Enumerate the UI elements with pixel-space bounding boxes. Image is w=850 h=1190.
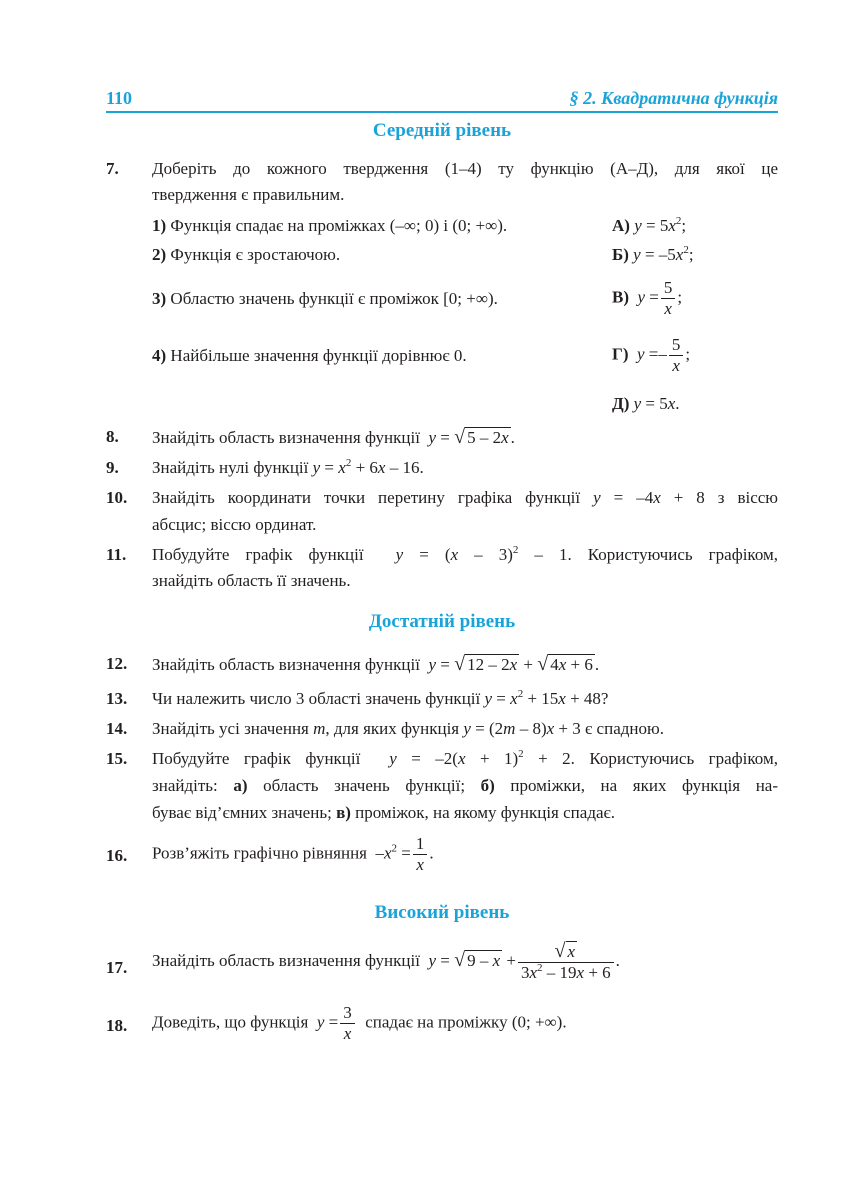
- problem-number: 9.: [106, 458, 119, 477]
- problem-15-text: Побудуйте графік функції $y = -2(x + 1)^2 + 2$. Користуючись графіком,: [152, 748, 778, 768]
- problem-number: 14.: [106, 719, 128, 738]
- level-heading-high: Високий рівень: [374, 902, 510, 923]
- problem-14-text: Знайдіть усі значення m, для яких функція y = (2m – 8)x + 3 є спадною.: [152, 719, 664, 738]
- option-d: Г) y =– $\frac{5}{x}$ ;: [612, 335, 691, 375]
- option-b: Б) $y = -5x^2$;: [612, 244, 694, 264]
- header-rule: [106, 111, 778, 113]
- problem-18-text: Доведіть, що функція y = $\frac{3}{x}$ спадає на проміжку (0; +∞).: [152, 1003, 567, 1043]
- problem-12-text: Знайдіть область визначення функції y = √ 12 – 2x + √ 4x + 6 .: [152, 653, 600, 675]
- problem-9-text: Знайдіть нулі функції $y = x^2 + 6x - 16$.: [152, 457, 424, 477]
- problem-number: 10.: [106, 488, 128, 507]
- problem-number: 13.: [106, 689, 128, 708]
- problem-13-text: Чи належить число 3 області значень функції $y = x^2 + 15x + 48$?: [152, 688, 609, 708]
- level-heading-middle: Середній рівень: [372, 120, 512, 141]
- problem-11-text-2: знайдіть область її значень.: [152, 571, 351, 590]
- problem-10-text: Знайдіть координати точки перетину графіка функції y = –4x + 8 з віссю: [152, 488, 778, 507]
- problem-number: 17.: [106, 958, 128, 977]
- running-head: § 2. Квадратична функція: [569, 88, 778, 108]
- problem-16-text: Розв’яжіть графічно рівняння $-x^2$ = $\frac{1}{x}$ .: [152, 834, 434, 874]
- problem-number: 11.: [106, 545, 127, 564]
- option-a: А) $y = 5x^2$;: [612, 215, 687, 235]
- problem-7-text-2: твердження є правильним.: [152, 185, 345, 204]
- option-c: В) y = $\frac{5}{x}$ ;: [612, 278, 683, 318]
- problem-8-text: Знайдіть область визначення функції y = √ 5 – 2x .: [152, 426, 515, 448]
- problem-number: 12.: [106, 654, 128, 673]
- problem-number: 18.: [106, 1016, 128, 1035]
- problem-7-text: [152, 158, 778, 180]
- problem-number: 15.: [106, 749, 128, 768]
- problem-17-text: Знайдіть область визначення функції y = √ 9 – x + $\frac{√ x}{3x^2 - 19x + 6}$ .: [152, 940, 620, 982]
- problem-number: 7.: [106, 159, 119, 178]
- statement-2: 2) Функція є зростаючою.: [152, 245, 341, 264]
- level-heading-sufficient: Достатній рівень: [368, 611, 516, 632]
- statement-1: 1) Функція спадає на проміжках (–∞; 0) і (0; +∞).: [152, 216, 508, 235]
- option-e: Д) y = 5x.: [612, 394, 680, 413]
- statement-3: 3) Областю значень функції є проміжок [0; +∞).: [152, 289, 498, 308]
- problem-15-text-3: буває від’ємних значень; в) проміжок, на якому функція спадає.: [152, 803, 616, 822]
- problem-11-text: Побудуйте графік функції y = (x – 3)$^2$ – 1. Користуючись графіком,: [152, 544, 779, 564]
- problem-number: 8.: [106, 427, 119, 446]
- page-number: 110: [106, 88, 133, 108]
- problem-number: 16.: [106, 846, 128, 865]
- problem-15-text-2: знайдіть: а) область значень функції; б) проміжки, на яких функція на-: [152, 776, 779, 795]
- statement-4: 4) Найбільше значення функції дорівнює 0.: [152, 346, 467, 365]
- problem-10-text-2: абсцис; віссю ординат.: [152, 515, 317, 534]
- problem-7-line-1: Доберіть до кожного твердження (1–4) ту функцію (А–Д), для якої це: [152, 159, 778, 178]
